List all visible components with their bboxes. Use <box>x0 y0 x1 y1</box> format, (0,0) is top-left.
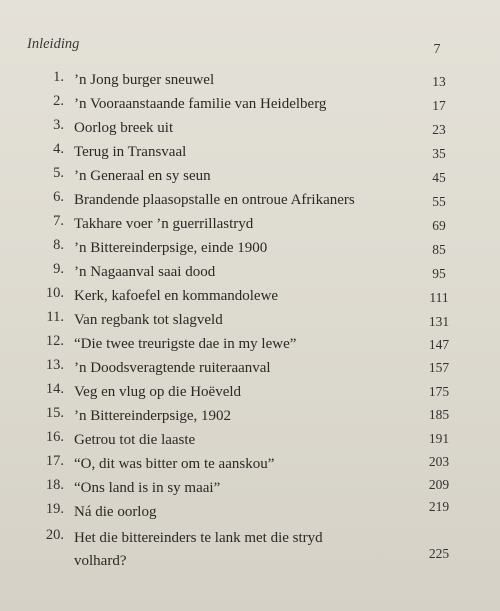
toc-entry-page: 147 <box>428 337 450 352</box>
toc-entry-title: Veg en vlug op die Hoëveld <box>74 384 242 400</box>
toc-entry-number: 7. <box>53 213 64 229</box>
toc-entry-page: 131 <box>428 314 450 329</box>
toc-entry-page: 203 <box>428 454 450 469</box>
toc-entry <box>0 141 500 165</box>
toc-entry <box>0 333 500 357</box>
toc-entry <box>0 381 500 405</box>
toc-entry-title: “Die twee treurigste dae in my lewe” <box>74 336 297 352</box>
toc-entry-number: 18. <box>45 477 64 493</box>
toc-entry <box>0 501 500 525</box>
toc-entry-page: 69 <box>432 218 446 233</box>
toc-entry <box>0 357 500 381</box>
intro-label: Inleiding <box>27 36 80 52</box>
toc-entry-title: Terug in Transvaal <box>74 144 187 160</box>
toc-entry-title: Oorlog breek uit <box>74 120 174 136</box>
toc-entry-number: 12. <box>45 333 64 349</box>
toc-entry-title: ’n Generaal en sy seun <box>74 168 211 184</box>
toc-entry <box>0 527 500 579</box>
toc-entry-title: ’n Bittereinderpsige, 1902 <box>74 408 232 424</box>
toc-entry <box>0 405 500 429</box>
toc-entry-page: 35 <box>432 146 446 161</box>
toc-entry <box>0 285 500 309</box>
toc-entry-title: Kerk, kafoefel en kommandolewe <box>74 288 279 304</box>
toc-entry <box>0 261 500 285</box>
toc-entry-title: Van regbank tot slagveld <box>74 312 223 328</box>
toc-entry-title: Getrou tot die laaste <box>74 432 196 448</box>
toc-entry-title: Ná die oorlog <box>74 504 157 520</box>
toc-entry-page: 85 <box>432 242 446 257</box>
toc-entry-title: ’n Bittereinderpsige, einde 1900 <box>74 240 268 256</box>
toc-entry-number: 13. <box>45 357 64 373</box>
toc-entry-page: 111 <box>429 290 449 305</box>
toc-entry <box>0 237 500 261</box>
toc-entry-number: 2. <box>53 93 64 109</box>
toc-entry-page: 17 <box>432 98 446 113</box>
toc-entry-number: 1. <box>53 69 64 85</box>
toc-entry-number: 4. <box>53 141 64 157</box>
toc-entry-number: 19. <box>45 501 64 517</box>
toc-entry-page: 157 <box>428 360 450 375</box>
toc-entry <box>0 69 500 93</box>
toc-entry <box>0 117 500 141</box>
toc-entry-title: “Ons land is in sy maai” <box>74 480 221 496</box>
toc-entry-title: Brandende plaasopstalle en ontroue Afrikaners <box>74 192 355 208</box>
toc-entry-page: 209 <box>428 477 450 492</box>
toc-entry-title: ’n Nagaanval saai dood <box>74 264 216 280</box>
toc-entry-number: 10. <box>45 285 64 301</box>
toc-entry-page: 175 <box>428 384 450 399</box>
toc-entry-page: 219 <box>428 499 450 514</box>
toc-entry <box>0 93 500 117</box>
toc-entry <box>0 429 500 453</box>
toc-entry-title: ’n Vooraanstaande familie van Heidelberg <box>74 96 327 112</box>
toc-entry-page: 225 <box>428 546 450 561</box>
toc-entry-title: ’n Doodsveragtende ruiteraanval <box>74 360 271 376</box>
toc-entry-page: 45 <box>432 170 446 185</box>
toc-entry-page: 185 <box>428 407 450 422</box>
toc-entry-title: “O, dit was bitter om te aanskou” <box>74 456 275 472</box>
toc-entry-page: 191 <box>428 431 450 446</box>
toc-entry-number: 14. <box>45 381 64 397</box>
toc-entry-title: Takhare voer ’n guerrillastryd <box>74 216 254 232</box>
toc-entry-number: 6. <box>53 189 64 205</box>
toc-entry-number: 15. <box>45 405 64 421</box>
toc-entry-title: ’n Jong burger sneuwel <box>74 72 215 88</box>
toc-entry-number: 5. <box>53 165 64 181</box>
toc-entry <box>0 453 500 477</box>
toc-entry-number: 3. <box>53 117 64 133</box>
toc-entry-number: 17. <box>45 453 64 469</box>
toc-entry-number: 11. <box>46 309 64 325</box>
toc-entry-title-line-1: Het die bittereinders te lank met die stryd <box>74 530 323 546</box>
toc-entry-number: 9. <box>53 261 64 277</box>
toc-entry-number: 20. <box>45 527 64 543</box>
toc-entry-number: 8. <box>53 237 64 253</box>
toc-entry-page: 55 <box>432 194 446 209</box>
toc-entry-number: 16. <box>45 429 64 445</box>
toc-entry-page: 13 <box>432 74 446 89</box>
toc-entry <box>0 477 500 501</box>
toc-entry-page: 95 <box>432 266 446 281</box>
toc-entry <box>0 165 500 189</box>
toc-entry <box>0 189 500 213</box>
toc-entry <box>0 309 500 333</box>
toc-entry-page: 23 <box>432 122 446 137</box>
toc-entry-title-line-2: volhard? <box>74 553 127 569</box>
intro-page-number: 7 <box>433 42 441 57</box>
toc-entry <box>0 213 500 237</box>
